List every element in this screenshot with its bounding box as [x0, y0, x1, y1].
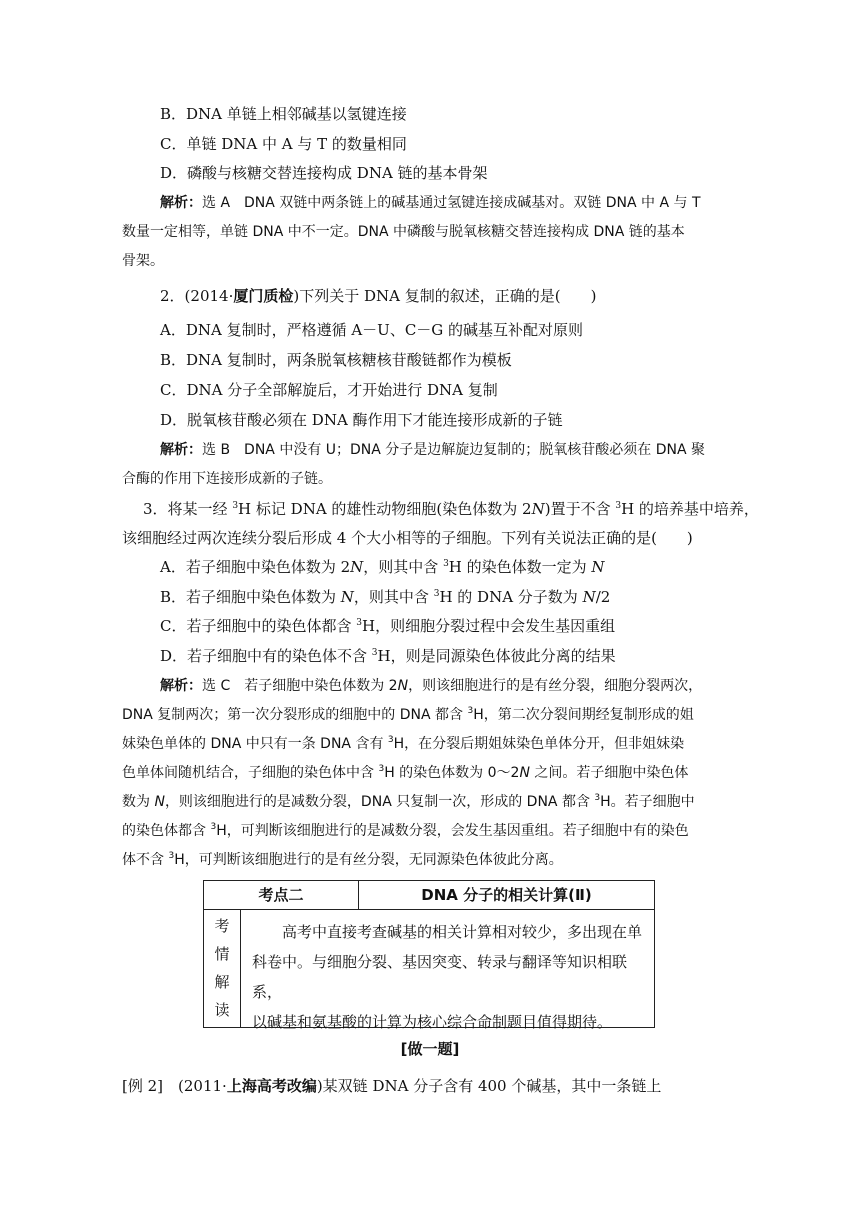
q2-answer-line1: 解析：选 B DNA 中没有 U；DNA 分子是边解旋边复制的；脱氧核苷酸必须在 DNA 聚 [160, 442, 706, 458]
q3-answer-line2: DNA 复制两次；第一次分裂形成的细胞中的 DNA 都含 $^3$H，第二次分裂间期经复制形成的姐 [122, 706, 694, 723]
q3-stem-line1: 3．将某一经 $^3$H 标记 DNA 的雄性动物细胞(染色体数为 2N)置于不含 $^3$H 的培养基中培养， [143, 500, 759, 518]
section-title: [做一题] [400, 1040, 460, 1058]
side-char: 解 [214, 973, 230, 991]
q1-option-b: B．DNA 单链上相邻碱基以氢键连接 [160, 105, 407, 123]
q3-answer-line4: 色单体间随机结合，子细胞的染色体中含 $^3$H 的染色体数为 0～2N 之间。若子细胞中染色体 [122, 764, 689, 781]
table-header-topic: 考点二 [204, 881, 359, 909]
q1-answer-line3: 骨架。 [122, 253, 164, 269]
table-header [204, 881, 654, 910]
example-2-stem: [例 2] (2011·上海高考改编)某双链 DNA 分子含有 400 个碱基，其中一条链上 [122, 1077, 662, 1095]
q2-option-a: A．DNA 复制时，严格遵循 A－U、C－G 的碱基互补配对原则 [160, 321, 584, 339]
table-body [252, 917, 644, 1037]
q3-answer-line6: 的染色体都含 $^3$H，可判断该细胞进行的是减数分裂，会发生基因重组。若子细胞中有的染色 [122, 822, 689, 839]
q2-option-d: D．脱氧核苷酸必须在 DNA 酶作用下才能连接形成新的子链 [160, 411, 563, 429]
q3-answer-line3: 妹染色单体的 DNA 中只有一条 DNA 含有 $^3$H，在分裂后期姐妹染色单体分开，但非姐妹染 [122, 735, 685, 752]
q3-answer-line7: 体不含 $^3$H，可判断该细胞进行的是有丝分裂，无同源染色体彼此分离。 [122, 851, 563, 868]
q2-answer-line2: 合酶的作用下连接形成新的子链。 [122, 471, 332, 487]
q3-option-a: A．若子细胞中染色体数为 2N，则其中含 $^3$H 的染色体数一定为 N [160, 558, 605, 576]
knowledge-point-table [203, 880, 655, 1031]
q3-option-b: B．若子细胞中染色体数为 N，则其中含 $^3$H 的 DNA 分子数为 N/2 [160, 588, 611, 606]
q3-option-d: D．若子细胞中有的染色体不含 $^3$H，则是同源染色体彼此分离的结果 [160, 647, 616, 665]
table-body-line: 以碱基和氨基酸的计算为核心综合命制题目值得期待。 [252, 1013, 613, 1031]
q1-option-d: D．磷酸与核糖交替连接构成 DNA 链的基本骨架 [160, 164, 488, 182]
q2-option-b: B．DNA 复制时，两条脱氧核糖核苷酸链都作为模板 [160, 351, 512, 369]
side-char: 情 [214, 945, 230, 963]
table-side-label [204, 909, 241, 1027]
q2-option-c: C．DNA 分子全部解旋后，才开始进行 DNA 复制 [160, 381, 498, 399]
q3-answer-line1: 解析：选 C 若子细胞中染色体数为 2N，则该细胞进行的是有丝分裂，细胞分裂两次， [160, 678, 703, 694]
table-body-line: 科卷中。与细胞分裂、基因突变、转录与翻译等知识相联系， [252, 953, 628, 1001]
table-body-line: 高考中直接考查碱基的相关计算相对较少，多出现在单 [252, 923, 643, 941]
table-header-title: DNA 分子的相关计算(Ⅱ) [421, 886, 592, 904]
q1-option-c: C．单链 DNA 中 A 与 T 的数量相同 [160, 135, 407, 153]
q3-stem-line2: 该细胞经过两次连续分裂后形成 4 个大小相等的子细胞。下列有关说法正确的是( ) [122, 529, 693, 547]
side-char: 考 [214, 917, 230, 935]
q3-option-c: C．若子细胞中的染色体都含 $^3$H，则细胞分裂过程中会发生基因重组 [160, 617, 616, 635]
q1-answer-line2: 数量一定相等，单链 DNA 中不一定。DNA 中磷酸与脱氧核糖交替连接构成 DNA 链的基本 [122, 224, 685, 240]
q1-answer-line1: 解析：选 A DNA 双链中两条链上的碱基通过氢键连接成碱基对。双链 DNA 中 A 与 T [160, 195, 701, 211]
q3-answer-line5: 数为 N，则该细胞进行的是减数分裂，DNA 只复制一次，形成的 DNA 都含 $^3$H。若子细胞中 [122, 793, 695, 810]
side-char: 读 [214, 1001, 230, 1019]
q2-stem: 2．(2014·厦门质检)下列关于 DNA 复制的叙述，正确的是( ) [160, 287, 597, 305]
